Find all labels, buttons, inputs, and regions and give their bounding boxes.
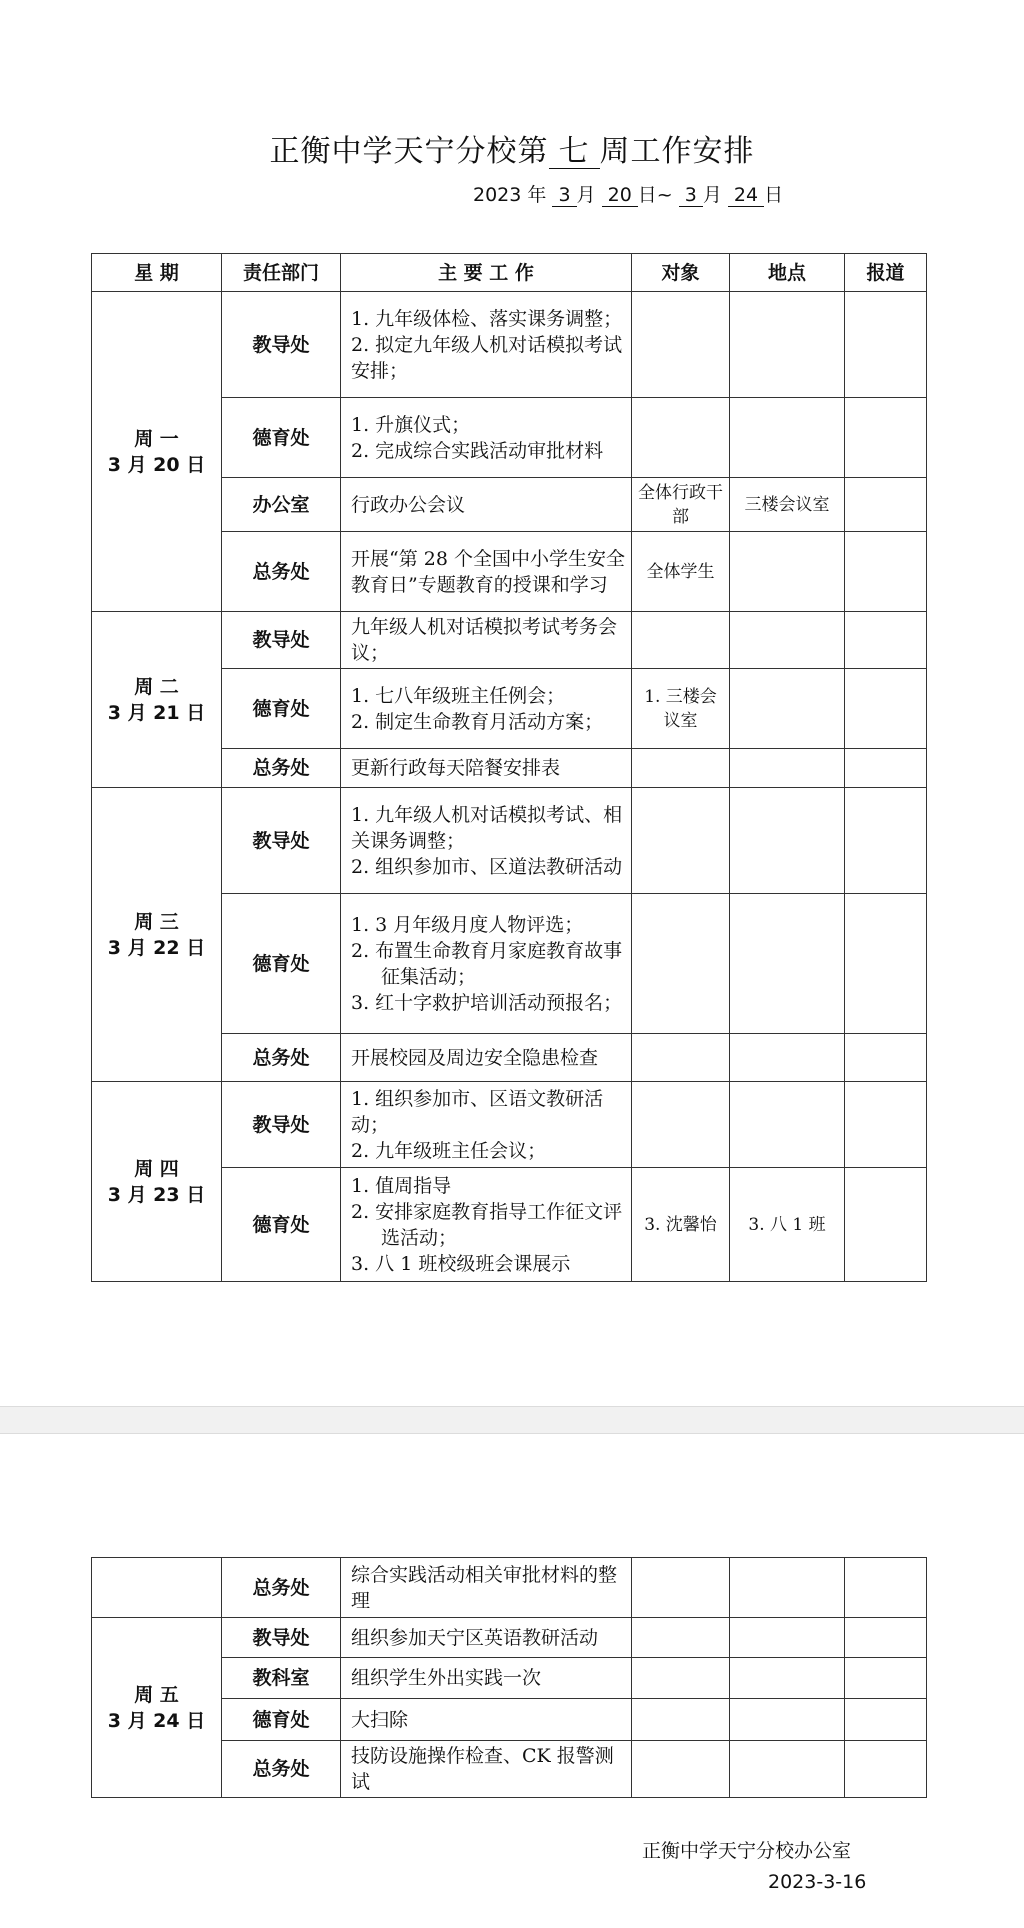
report-cell	[845, 788, 927, 894]
dept-cell: 总务处	[222, 749, 341, 788]
day-cell-wednesday: 周 三 3 月 22 日	[92, 788, 222, 1082]
day-cell-monday: 周 一 3 月 20 日	[92, 292, 222, 612]
dept-cell: 教导处	[222, 1082, 341, 1168]
dept-cell: 总务处	[222, 532, 341, 612]
issuer-office: 正衡中学天宁分校办公室	[642, 1840, 852, 1862]
report-cell	[845, 894, 927, 1034]
week-number: 七	[549, 135, 600, 169]
table-row	[92, 612, 927, 669]
dept-cell: 总务处	[222, 1741, 341, 1798]
work-cell: 行政办公会议	[341, 478, 632, 532]
target-cell: 3. 沈馨怡	[632, 1168, 730, 1282]
schedule-table-continued	[91, 1557, 927, 1798]
dept-cell: 总务处	[222, 1558, 341, 1618]
target-cell	[632, 1741, 730, 1798]
col-header-location: 地点	[730, 254, 845, 292]
table-row	[92, 1558, 927, 1618]
target-cell	[632, 1618, 730, 1658]
target-cell: 1. 三楼会议室	[632, 669, 730, 749]
col-header-target: 对象	[632, 254, 730, 292]
location-cell	[730, 1658, 845, 1699]
work-cell: 1. 七八年级班主任例会； 2. 制定生命教育月活动方案；	[341, 669, 632, 749]
work-cell: 1. 升旗仪式； 2. 完成综合实践活动审批材料	[341, 398, 632, 478]
work-cell: 1. 值周指导 2. 安排家庭教育指导工作征文评选活动； 3. 八 1 班校级班会课展示	[341, 1168, 632, 1282]
work-cell: 1. 组织参加市、区语文教研活动； 2. 九年级班主任会议；	[341, 1082, 632, 1168]
location-cell	[730, 1618, 845, 1658]
dept-cell: 德育处	[222, 1168, 341, 1282]
work-cell: 九年级人机对话模拟考试考务会议；	[341, 612, 632, 669]
page-title: 正衡中学天宁分校第 七 周工作安排	[269, 134, 755, 169]
report-cell	[845, 1618, 927, 1658]
dept-cell: 办公室	[222, 478, 341, 532]
dept-cell: 德育处	[222, 894, 341, 1034]
location-cell	[730, 532, 845, 612]
work-cell: 大扫除	[341, 1699, 632, 1741]
table-row	[92, 1618, 927, 1658]
day-cell-thursday: 周 四 3 月 23 日	[92, 1082, 222, 1282]
target-cell	[632, 1558, 730, 1618]
location-cell	[730, 1741, 845, 1798]
col-header-dept: 责任部门	[222, 254, 341, 292]
target-cell	[632, 1082, 730, 1168]
work-cell: 1. 九年级体检、落实课务调整； 2. 拟定九年级人机对话模拟考试安排；	[341, 292, 632, 398]
report-cell	[845, 612, 927, 669]
work-cell: 组织参加天宁区英语教研活动	[341, 1618, 632, 1658]
date-range: 2023 年 3 月 20 日~ 3 月 24 日	[473, 184, 784, 206]
report-cell	[845, 398, 927, 478]
report-cell	[845, 1082, 927, 1168]
day-cell-friday: 周 五 3 月 24 日	[92, 1618, 222, 1798]
location-cell	[730, 894, 845, 1034]
page-2	[0, 1434, 1024, 1928]
table-header-row	[92, 254, 927, 292]
day-cell-empty	[92, 1558, 222, 1618]
work-cell: 组织学生外出实践一次	[341, 1658, 632, 1699]
work-cell: 技防设施操作检查、CK 报警测试	[341, 1741, 632, 1798]
table-row	[92, 292, 927, 398]
dept-cell: 德育处	[222, 1699, 341, 1741]
target-cell	[632, 894, 730, 1034]
report-cell	[845, 1034, 927, 1082]
location-cell	[730, 292, 845, 398]
target-cell	[632, 292, 730, 398]
work-cell: 更新行政每天陪餐安排表	[341, 749, 632, 788]
target-cell	[632, 398, 730, 478]
location-cell: 3. 八 1 班	[730, 1168, 845, 1282]
report-cell	[845, 749, 927, 788]
table-row	[92, 1082, 927, 1168]
dept-cell: 教导处	[222, 788, 341, 894]
dept-cell: 教科室	[222, 1658, 341, 1699]
location-cell	[730, 669, 845, 749]
dept-cell: 总务处	[222, 1034, 341, 1082]
location-cell	[730, 1082, 845, 1168]
dept-cell: 教导处	[222, 612, 341, 669]
target-cell	[632, 1658, 730, 1699]
work-cell: 1. 3 月年级月度人物评选； 2. 布置生命教育月家庭教育故事征集活动； 3. 红十字救护培训活动预报名；	[341, 894, 632, 1034]
report-cell	[845, 1699, 927, 1741]
col-header-work: 主 要 工 作	[341, 254, 632, 292]
report-cell	[845, 669, 927, 749]
target-cell: 全体学生	[632, 532, 730, 612]
dept-cell: 教导处	[222, 1618, 341, 1658]
work-cell: 综合实践活动相关审批材料的整理	[341, 1558, 632, 1618]
report-cell	[845, 532, 927, 612]
location-cell	[730, 398, 845, 478]
dept-cell: 德育处	[222, 669, 341, 749]
col-header-weekday: 星 期	[92, 254, 222, 292]
dept-cell: 教导处	[222, 292, 341, 398]
report-cell	[845, 1558, 927, 1618]
target-cell	[632, 612, 730, 669]
day-cell-tuesday: 周 二 3 月 21 日	[92, 612, 222, 788]
target-cell: 全体行政干部	[632, 478, 730, 532]
schedule-table	[91, 253, 927, 1282]
target-cell	[632, 1034, 730, 1082]
report-cell	[845, 1658, 927, 1699]
table-row	[92, 788, 927, 894]
work-cell: 开展“第 28 个全国中小学生安全教育日”专题教育的授课和学习	[341, 532, 632, 612]
location-cell	[730, 1558, 845, 1618]
location-cell	[730, 788, 845, 894]
issue-date: 2023-3-16	[768, 1871, 867, 1893]
location-cell	[730, 612, 845, 669]
work-cell: 1. 九年级人机对话模拟考试、相关课务调整； 2. 组织参加市、区道法教研活动	[341, 788, 632, 894]
target-cell	[632, 1699, 730, 1741]
target-cell	[632, 749, 730, 788]
location-cell: 三楼会议室	[730, 478, 845, 532]
col-header-report: 报道	[845, 254, 927, 292]
target-cell	[632, 788, 730, 894]
location-cell	[730, 749, 845, 788]
report-cell	[845, 292, 927, 398]
dept-cell: 德育处	[222, 398, 341, 478]
location-cell	[730, 1699, 845, 1741]
report-cell	[845, 478, 927, 532]
location-cell	[730, 1034, 845, 1082]
page-break	[0, 1406, 1024, 1434]
report-cell	[845, 1168, 927, 1282]
work-cell: 开展校园及周边安全隐患检查	[341, 1034, 632, 1082]
report-cell	[845, 1741, 927, 1798]
